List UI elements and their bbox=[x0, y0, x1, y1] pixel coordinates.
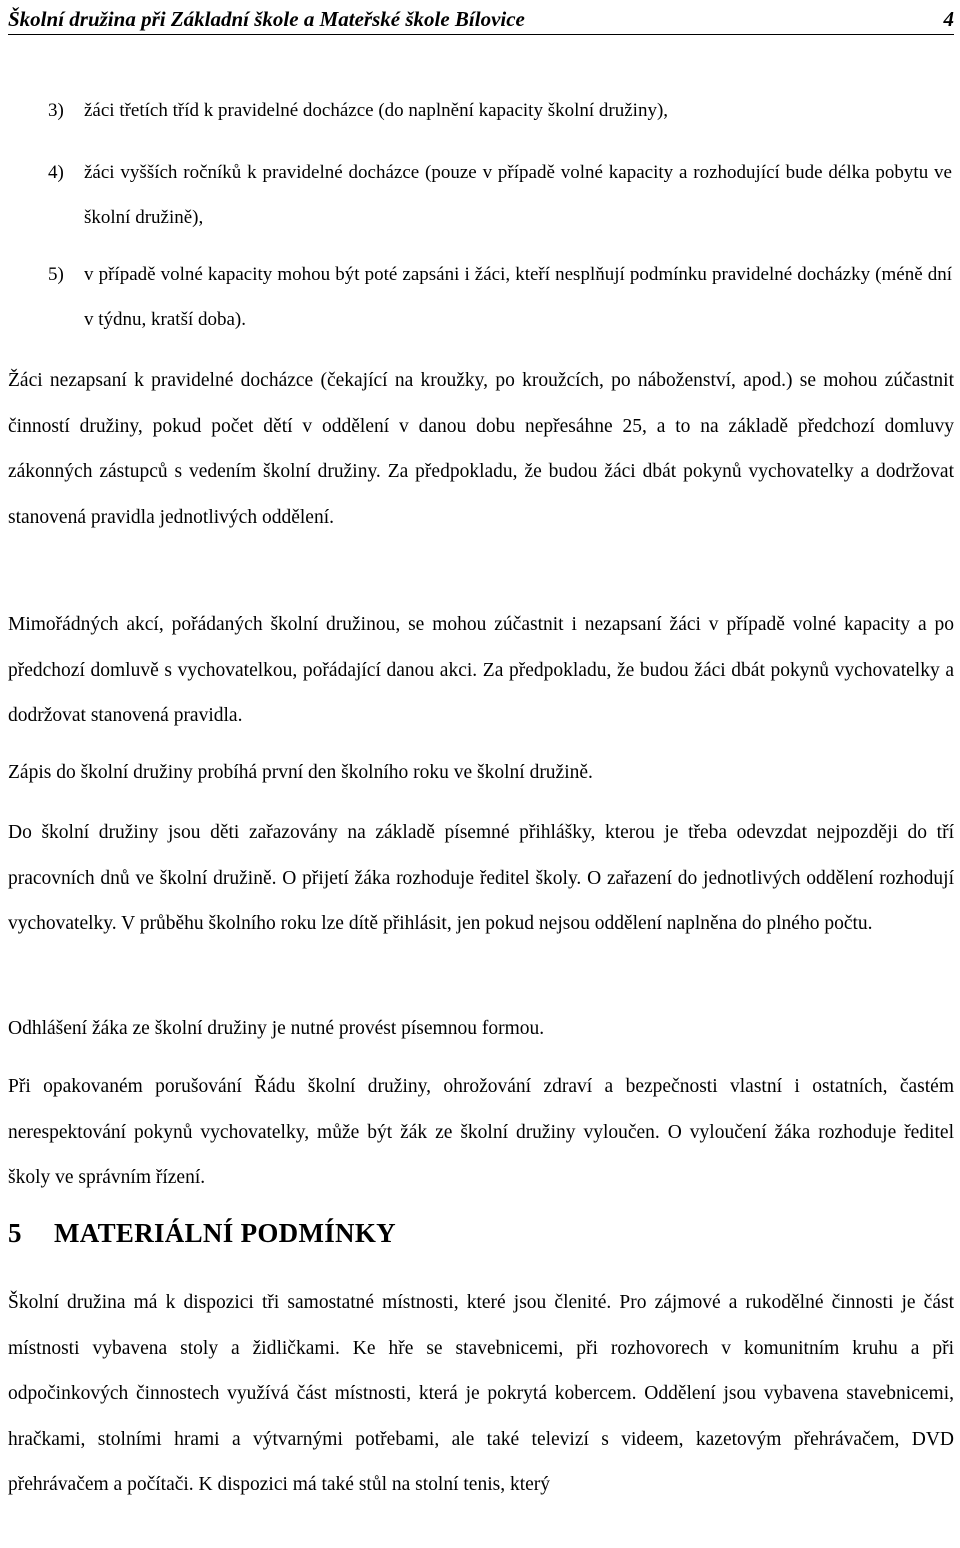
section-title: MATERIÁLNÍ PODMÍNKY bbox=[54, 1218, 396, 1248]
list-item-text: v případě volné kapacity mohou být poté zapsáni i žáci, kteří nesplňují podmínku pravidelné docházky (méně dní v týdnu, kratší doba). bbox=[84, 264, 952, 330]
paragraph-expulsion: Při opakovaném porušování Řádu školní družiny, ohrožování zdraví a bezpečnosti vlastní i ostatních, častém nerespektování pokynů vychovatelky, může být žák ze školní družiny vyloučen. O vyloučení žáka rozhoduje ředitel školy ve správním řízení. bbox=[8, 1076, 954, 1188]
paragraph-unregistered-pupils: Žáci nezapsaní k pravidelné docházce (čekající na kroužky, po kroužcích, po náboženství, apod.) se mohou zúčastnit činností družiny, pokud počet dětí v oddělení v danou dobu nepřesáhne 25, a to na základě předchozí domluvy zákonných zástupců s vedením školní družiny. Za předpokladu, že budou žáci dbát pokynů vychovatelky a dodržovat stanovená pravidla jednotlivých oddělení. bbox=[8, 370, 954, 528]
section-number: 5 bbox=[8, 1218, 22, 1248]
section-heading bbox=[8, 1218, 396, 1249]
paragraph-admission: Do školní družiny jsou děti zařazovány na základě písemné přihlášky, kterou je třeba odevzdat nejpozději do tří pracovních dnů ve školní družině. O přijetí žáka rozhoduje ředitel školy. O zařazení do jednotlivých oddělení rozhodují vychovatelky. V průběhu školního roku lze dítě přihlásit, jen pokud nejsou oddělení naplněna do plného počtu. bbox=[8, 822, 954, 934]
paragraph-extraordinary-events: Mimořádných akcí, pořádaných školní družinou, se mohou zúčastnit i nezapsaní žáci v případě volné kapacity a po předchozí domluvě s vychovatelkou, pořádající danou akci. Za předpokladu, že budou žáci dbát pokynů vychovatelky a dodržovat stanovená pravidla. bbox=[8, 614, 954, 726]
list-item-number: 5) bbox=[48, 264, 64, 285]
list-item-number: 3) bbox=[48, 100, 64, 121]
list-item-number: 4) bbox=[48, 162, 64, 183]
paragraph-deregistration: Odhlášení žáka ze školní družiny je nutné provést písemnou formou. bbox=[8, 1018, 545, 1039]
list-item-text: žáci vyšších ročníků k pravidelné docházce (pouze v případě volné kapacity a rozhodující bude délka pobytu ve školní družině), bbox=[84, 162, 952, 228]
page-header bbox=[8, 2, 954, 35]
paragraph-material-conditions: Školní družina má k dispozici tři samostatné místnosti, které jsou členité. Pro zájmové a rukodělné činnosti je část místnosti vybavena stoly a židličkami. Ke hře se stavebnicemi, při rozhovorech v komunitním kruhu a při odpočinkových činnostech využívá část místnosti, která je pokrytá kobercem. Oddělení jsou vybavena stavebnicemi, hračkami, stolními hrami a výtvarnými potřebami, ale také televizí s videem, kazetovým přehrávačem, DVD přehrávačem a počítači. K dispozici má také stůl na stolní tenis, který bbox=[8, 1292, 954, 1495]
header-title: Školní družina při Základní škole a Mateřské škole Bílovice bbox=[8, 7, 525, 31]
list-item-text: žáci třetích tříd k pravidelné docházce (do naplnění kapacity školní družiny), bbox=[84, 100, 669, 121]
page-number: 4 bbox=[943, 7, 954, 31]
paragraph-enrollment: Zápis do školní družiny probíhá první den školního roku ve školní družině. bbox=[8, 762, 593, 783]
